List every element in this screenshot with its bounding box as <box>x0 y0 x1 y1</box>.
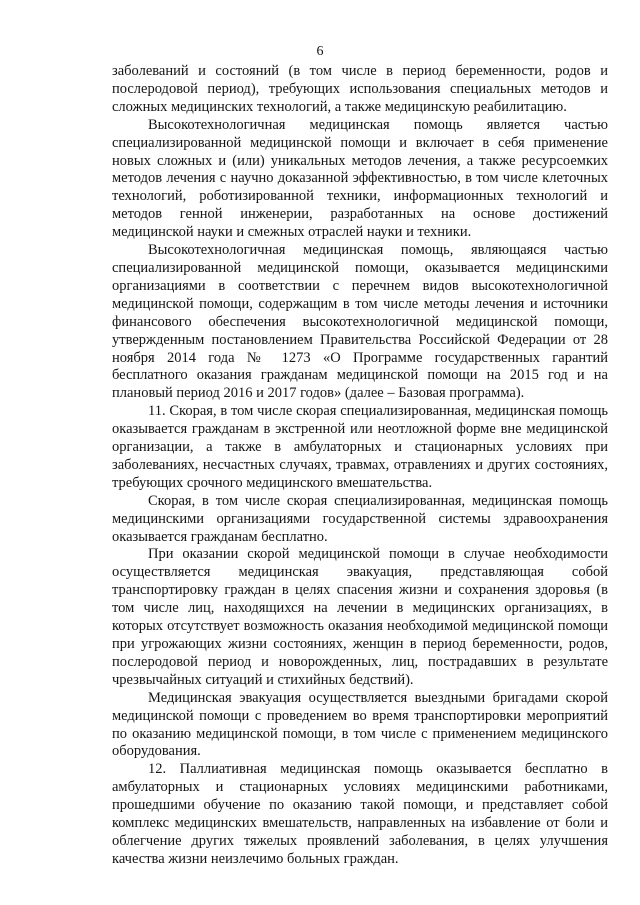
paragraph-high-tech-provision: Высокотехнологичная медицинская помощь, являющаяся частью специализированной медицинской помощи, оказывается медицинскими организациями в соответствии с перечнем видов высокотехнологичной медицинской помощи, содержащим в том числе методы лечения и источники финансового обеспечения высокотехнологичной медицинской помощи, утвержденным постановлением Правительства Российской Федерации от 28 ноября 2014 года № 1273 «О Программе государственных гарантий бесплатного оказания гражданам медицинской помощи на 2015 год и на плановый период 2016 и 2017 годов» (далее – Базовая программа). <box>112 242 608 402</box>
paragraph-emergency-free: Скорая, в том числе скорая специализированная, медицинская помощь медицинскими организациями государственной системы здравоохранения оказывается гражданам бесплатно. <box>112 492 608 545</box>
paragraph-medical-evacuation: При оказании скорой медицинской помощи в случае необходимости осуществляется медицинская эвакуация, представляющая собой транспортировку граждан в целях спасения жизни и сохранения здоровья (в том числе лиц, находящихся на лечении в медицинских организациях, в которых отсутствует возможность оказания необходимой медицинской помощи при угрожающих жизни состояниях, женщин в период беременности, родов, послеродовой период и новорожденных, лиц, пострадавших в результате чрезвычайных ситуаций и стихийных бедствий). <box>112 546 608 688</box>
page-number: 6 <box>316 44 324 59</box>
paragraph-evacuation-teams: Медицинская эвакуация осуществляется выездными бригадами скорой медицинской помощи с проведением во время транспортировки мероприятий по оказанию медицинской помощи, в том числе с применением медицинского оборудования. <box>112 689 608 760</box>
paragraph-high-tech-definition: Высокотехнологичная медицинская помощь является частью специализированной медицинской помощи и включает в себя применение новых сложных и (или) уникальных методов лечения, а также ресурсоемких методов лечения с научно доказанной эффективностью, в том числе клеточных технологий, роботизированной техники, информационных технологий и методов генной инженерии, разработанных на основе достижений медицинской науки и смежных отраслей науки и техники. <box>112 116 608 241</box>
paragraph-11-emergency-care: 11. Скорая, в том числе скорая специализированная, медицинская помощь оказывается гражданам в экстренной или неотложной форме вне медицинской организации, а также в амбулаторных и стационарных условиях при заболеваниях, несчастных случаях, травмах, отравлениях и других состояниях, требующих срочного медицинского вмешательства. <box>112 403 608 491</box>
paragraph-continuation: заболеваний и состояний (в том числе в период беременности, родов и послеродовой период), требующих использования специальных методов и сложных медицинских технологий, а также медицинскую реабилитацию. <box>112 63 608 115</box>
document-body <box>112 63 608 869</box>
paragraph-12-palliative-care: 12. Паллиативная медицинская помощь оказывается бесплатно в амбулаторных и стационарных условиях медицинскими работниками, прошедшими обучение по оказанию такой помощи, и представляет собой комплекс медицинских вмешательств, направленных на избавление от боли и облегчение других тяжелых проявлений заболевания, в целях улучшения качества жизни неизлечимо больных граждан. <box>112 761 608 867</box>
